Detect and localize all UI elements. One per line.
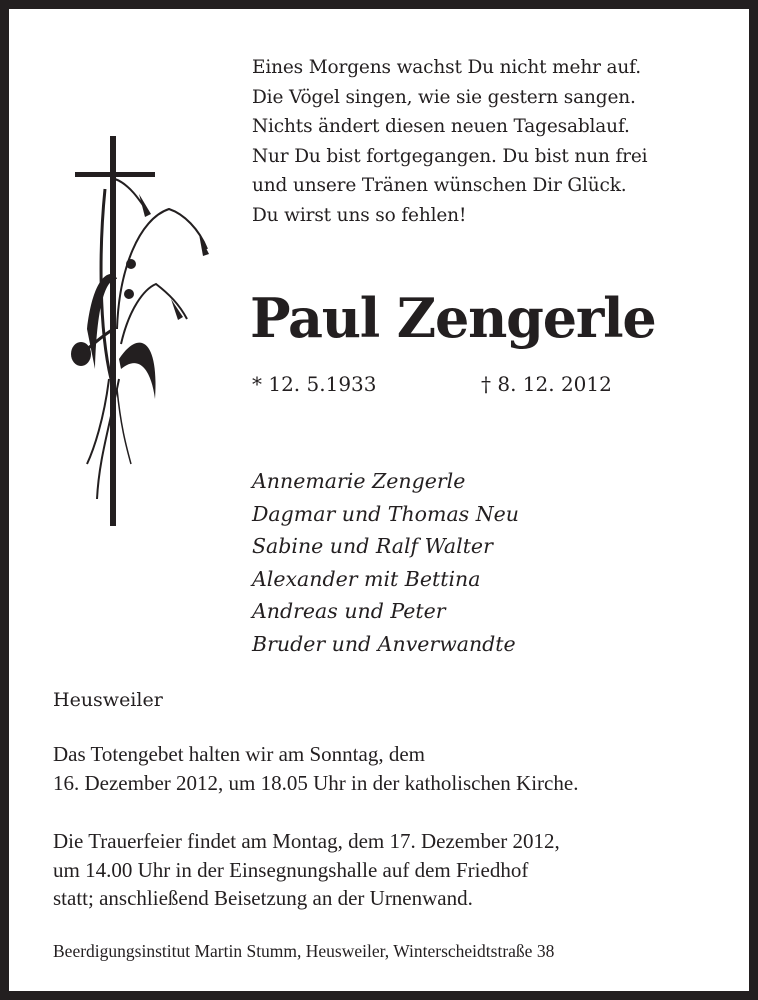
deceased-name: Paul Zengerle — [250, 286, 656, 350]
mourners-list — [252, 465, 519, 660]
mourner-line: Dagmar und Thomas Neu — [252, 501, 519, 526]
prayer-notice — [53, 740, 578, 797]
funeral-home-footer: Beerdigungsinstitut Martin Stumm, Heusweiler, Winterscheidtstraße 38 — [53, 941, 555, 961]
death-date: † 8. 12. 2012 — [481, 372, 612, 396]
poem-line: Die Vögel singen, wie sie gestern sangen. — [252, 86, 636, 108]
place-name: Heusweiler — [53, 689, 163, 711]
mourner-line: Andreas und Peter — [252, 599, 446, 623]
prayer-line: 16. Dezember 2012, um 18.05 Uhr in der katholischen Kirche. — [53, 770, 579, 795]
mourner-line: Alexander mit Bettina — [252, 566, 481, 591]
poem-line: Nichts ändert diesen neuen Tagesablauf. — [252, 116, 630, 137]
poem-line: Nur Du bist fortgegangen. Du bist nun frei — [252, 145, 648, 167]
mourner-line: Annemarie Zengerle — [252, 469, 466, 493]
memorial-poem — [252, 53, 647, 230]
funeral-line: um 14.00 Uhr in der Einsegnungshalle auf dem Friedhof — [53, 857, 529, 882]
funeral-notice — [53, 827, 560, 913]
funeral-line: statt; anschließend Beisetzung an der Urnenwand. — [53, 886, 473, 910]
poem-line: Du wirst uns so fehlen! — [252, 204, 467, 226]
mourner-line: Bruder und Anverwandte — [252, 631, 516, 656]
birth-date: * 12. 5.1933 — [252, 372, 377, 396]
prayer-line: Das Totengebet halten wir am Sonntag, dem — [53, 742, 425, 766]
poem-line: und unsere Tränen wünschen Dir Glück. — [252, 175, 627, 196]
poem-line: Eines Morgens wachst Du nicht mehr auf. — [252, 57, 641, 78]
cross-with-wheat-icon — [59, 129, 239, 539]
funeral-line: Die Trauerfeier findet am Montag, dem 17. Dezember 2012, — [53, 829, 560, 853]
mourner-line: Sabine und Ralf Walter — [252, 534, 493, 558]
